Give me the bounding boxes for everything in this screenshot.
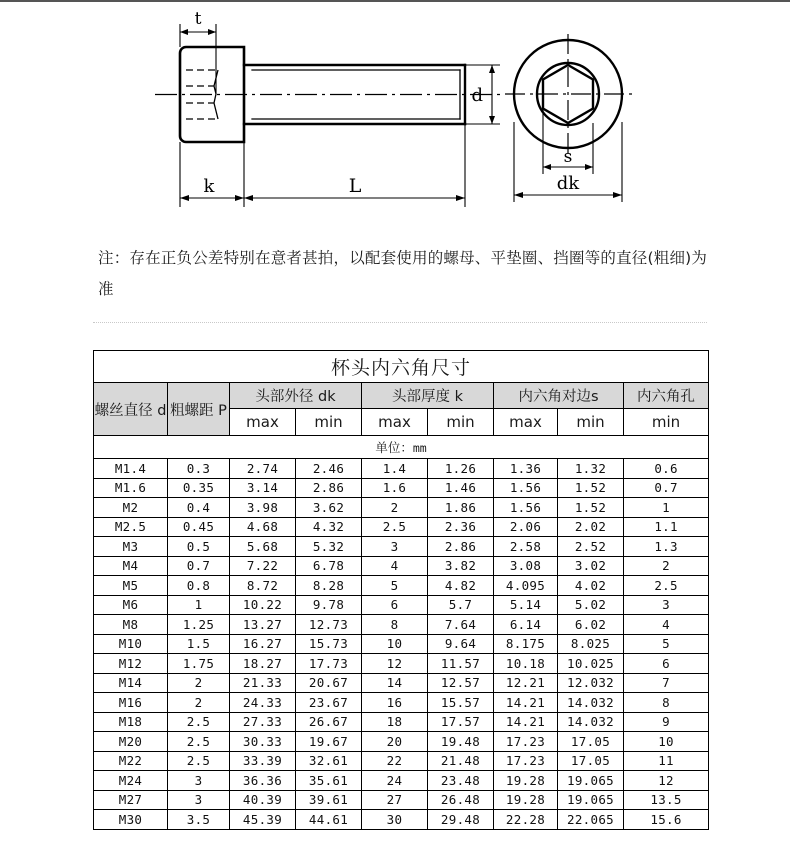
cell-k-min: 15.57 bbox=[428, 693, 494, 713]
cell-hex-hole-min: 6 bbox=[624, 654, 709, 674]
cell-dk-max: 3.98 bbox=[230, 498, 296, 518]
table-row bbox=[94, 537, 709, 557]
header-group-row bbox=[94, 383, 709, 409]
section-divider bbox=[93, 322, 707, 323]
cell-s-min: 2.52 bbox=[558, 537, 624, 557]
table-row bbox=[94, 771, 709, 791]
cell-hex-hole-min: 3 bbox=[624, 595, 709, 615]
cell-k-max: 24 bbox=[362, 771, 428, 791]
technical-drawing bbox=[0, 2, 790, 230]
cell-s-max: 22.28 bbox=[494, 810, 558, 830]
cell-screw-diameter: M30 bbox=[94, 810, 168, 830]
cell-k-max: 6 bbox=[362, 595, 428, 615]
cell-dk-min: 39.61 bbox=[296, 790, 362, 810]
cell-hex-hole-min: 12 bbox=[624, 771, 709, 791]
cell-coarse-pitch: 1.25 bbox=[168, 615, 230, 635]
dim-label-L: L bbox=[348, 175, 362, 197]
subheader-hole-min: min bbox=[624, 409, 709, 436]
cell-s-max: 1.56 bbox=[494, 478, 558, 498]
cell-coarse-pitch: 1.5 bbox=[168, 634, 230, 654]
cell-k-max: 2 bbox=[362, 498, 428, 518]
cell-s-min: 1.52 bbox=[558, 478, 624, 498]
subheader-dk-max: max bbox=[230, 409, 296, 436]
unit-label: 单位： bbox=[375, 440, 413, 455]
cell-dk-max: 18.27 bbox=[230, 654, 296, 674]
subheader-s-max: max bbox=[494, 409, 558, 436]
cell-dk-max: 13.27 bbox=[230, 615, 296, 635]
unit-cell bbox=[94, 436, 709, 459]
cell-k-max: 4 bbox=[362, 556, 428, 576]
unit-row bbox=[94, 436, 709, 459]
cell-dk-max: 5.68 bbox=[230, 537, 296, 557]
cell-dk-max: 10.22 bbox=[230, 595, 296, 615]
table-row bbox=[94, 517, 709, 537]
cell-s-min: 12.032 bbox=[558, 673, 624, 693]
cell-s-min: 4.02 bbox=[558, 576, 624, 596]
cell-screw-diameter: M12 bbox=[94, 654, 168, 674]
table-row bbox=[94, 751, 709, 771]
dim-label-dk: dk bbox=[556, 173, 580, 194]
cell-coarse-pitch: 0.3 bbox=[168, 459, 230, 479]
cell-dk-min: 35.61 bbox=[296, 771, 362, 791]
cell-s-max: 17.23 bbox=[494, 732, 558, 752]
dim-label-k: k bbox=[203, 176, 215, 197]
cell-dk-max: 8.72 bbox=[230, 576, 296, 596]
cell-coarse-pitch: 0.8 bbox=[168, 576, 230, 596]
table-row bbox=[94, 712, 709, 732]
cell-coarse-pitch: 0.5 bbox=[168, 537, 230, 557]
cell-dk-min: 9.78 bbox=[296, 595, 362, 615]
cell-k-min: 11.57 bbox=[428, 654, 494, 674]
cell-dk-max: 33.39 bbox=[230, 751, 296, 771]
table-title-row bbox=[94, 351, 709, 383]
cell-s-max: 2.06 bbox=[494, 517, 558, 537]
column-header-head-thickness: 头部厚度 k bbox=[362, 383, 494, 409]
cell-coarse-pitch: 0.45 bbox=[168, 517, 230, 537]
cell-hex-hole-min: 7 bbox=[624, 673, 709, 693]
cell-dk-min: 19.67 bbox=[296, 732, 362, 752]
cell-k-min: 7.64 bbox=[428, 615, 494, 635]
subheader-s-min: min bbox=[558, 409, 624, 436]
cell-dk-min: 5.32 bbox=[296, 537, 362, 557]
cell-dk-min: 20.67 bbox=[296, 673, 362, 693]
cell-k-min: 17.57 bbox=[428, 712, 494, 732]
cell-hex-hole-min: 0.7 bbox=[624, 478, 709, 498]
cell-screw-diameter: M1.6 bbox=[94, 478, 168, 498]
cell-dk-min: 12.73 bbox=[296, 615, 362, 635]
table-row bbox=[94, 790, 709, 810]
cell-k-min: 2.86 bbox=[428, 537, 494, 557]
cell-s-max: 17.23 bbox=[494, 751, 558, 771]
cell-s-min: 2.02 bbox=[558, 517, 624, 537]
cell-hex-hole-min: 1.3 bbox=[624, 537, 709, 557]
cell-s-min: 1.32 bbox=[558, 459, 624, 479]
cell-hex-hole-min: 1 bbox=[624, 498, 709, 518]
cell-dk-max: 36.36 bbox=[230, 771, 296, 791]
cell-s-max: 1.36 bbox=[494, 459, 558, 479]
cell-coarse-pitch: 3 bbox=[168, 790, 230, 810]
cell-hex-hole-min: 10 bbox=[624, 732, 709, 752]
cell-s-min: 14.032 bbox=[558, 712, 624, 732]
cell-k-max: 12 bbox=[362, 654, 428, 674]
cell-screw-diameter: M22 bbox=[94, 751, 168, 771]
cell-k-min: 4.82 bbox=[428, 576, 494, 596]
cell-s-max: 4.095 bbox=[494, 576, 558, 596]
table-row bbox=[94, 576, 709, 596]
cell-k-max: 20 bbox=[362, 732, 428, 752]
column-header-hex-hole: 内六角孔 bbox=[624, 383, 709, 409]
cell-dk-min: 2.86 bbox=[296, 478, 362, 498]
table-row bbox=[94, 673, 709, 693]
cell-k-min: 1.46 bbox=[428, 478, 494, 498]
cell-k-max: 8 bbox=[362, 615, 428, 635]
cell-hex-hole-min: 9 bbox=[624, 712, 709, 732]
cell-k-min: 29.48 bbox=[428, 810, 494, 830]
cell-coarse-pitch: 3.5 bbox=[168, 810, 230, 830]
cell-s-min: 19.065 bbox=[558, 771, 624, 791]
cell-dk-max: 27.33 bbox=[230, 712, 296, 732]
cell-dk-min: 2.46 bbox=[296, 459, 362, 479]
cell-hex-hole-min: 2 bbox=[624, 556, 709, 576]
cell-k-max: 5 bbox=[362, 576, 428, 596]
cell-hex-hole-min: 11 bbox=[624, 751, 709, 771]
table-row bbox=[94, 478, 709, 498]
cell-screw-diameter: M2.5 bbox=[94, 517, 168, 537]
cell-dk-min: 32.61 bbox=[296, 751, 362, 771]
table-title: 杯头内六角尺寸 bbox=[94, 351, 709, 383]
cell-coarse-pitch: 3 bbox=[168, 771, 230, 791]
cell-k-min: 1.86 bbox=[428, 498, 494, 518]
cell-k-max: 14 bbox=[362, 673, 428, 693]
cell-coarse-pitch: 2.5 bbox=[168, 751, 230, 771]
cell-s-min: 22.065 bbox=[558, 810, 624, 830]
column-header-head-diameter: 头部外径 dk bbox=[230, 383, 362, 409]
cell-coarse-pitch: 0.35 bbox=[168, 478, 230, 498]
cell-dk-min: 6.78 bbox=[296, 556, 362, 576]
cell-k-min: 9.64 bbox=[428, 634, 494, 654]
table-row bbox=[94, 459, 709, 479]
cell-k-max: 30 bbox=[362, 810, 428, 830]
subheader-k-min: min bbox=[428, 409, 494, 436]
cell-coarse-pitch: 2.5 bbox=[168, 732, 230, 752]
table-row bbox=[94, 498, 709, 518]
cell-dk-min: 4.32 bbox=[296, 517, 362, 537]
cell-k-min: 3.82 bbox=[428, 556, 494, 576]
cell-k-min: 2.36 bbox=[428, 517, 494, 537]
cell-s-max: 8.175 bbox=[494, 634, 558, 654]
cell-coarse-pitch: 2 bbox=[168, 693, 230, 713]
table-head bbox=[94, 351, 709, 459]
cell-coarse-pitch: 0.7 bbox=[168, 556, 230, 576]
cell-dk-max: 7.22 bbox=[230, 556, 296, 576]
cell-screw-diameter: M10 bbox=[94, 634, 168, 654]
cell-k-max: 16 bbox=[362, 693, 428, 713]
socket-head-dimensions-table bbox=[93, 350, 709, 830]
cell-screw-diameter: M5 bbox=[94, 576, 168, 596]
cell-hex-hole-min: 1.1 bbox=[624, 517, 709, 537]
cell-dk-min: 23.67 bbox=[296, 693, 362, 713]
cell-s-min: 17.05 bbox=[558, 751, 624, 771]
cell-s-max: 14.21 bbox=[494, 712, 558, 732]
cell-screw-diameter: M1.4 bbox=[94, 459, 168, 479]
cell-s-min: 5.02 bbox=[558, 595, 624, 615]
subheader-k-max: max bbox=[362, 409, 428, 436]
cell-dk-min: 15.73 bbox=[296, 634, 362, 654]
cell-hex-hole-min: 5 bbox=[624, 634, 709, 654]
subheader-dk-min: min bbox=[296, 409, 362, 436]
cell-k-max: 2.5 bbox=[362, 517, 428, 537]
cell-dk-max: 3.14 bbox=[230, 478, 296, 498]
cell-screw-diameter: M14 bbox=[94, 673, 168, 693]
cell-k-max: 1.4 bbox=[362, 459, 428, 479]
cell-coarse-pitch: 1.75 bbox=[168, 654, 230, 674]
cell-hex-hole-min: 4 bbox=[624, 615, 709, 635]
cell-k-max: 1.6 bbox=[362, 478, 428, 498]
cell-hex-hole-min: 2.5 bbox=[624, 576, 709, 596]
cell-s-min: 17.05 bbox=[558, 732, 624, 752]
table-row bbox=[94, 732, 709, 752]
cell-screw-diameter: M8 bbox=[94, 615, 168, 635]
cell-s-max: 10.18 bbox=[494, 654, 558, 674]
cell-k-max: 27 bbox=[362, 790, 428, 810]
cell-s-min: 10.025 bbox=[558, 654, 624, 674]
table-row bbox=[94, 654, 709, 674]
cell-screw-diameter: M3 bbox=[94, 537, 168, 557]
cell-k-min: 12.57 bbox=[428, 673, 494, 693]
cell-dk-max: 16.27 bbox=[230, 634, 296, 654]
header-symbol-p: P bbox=[218, 402, 227, 419]
cell-coarse-pitch: 1 bbox=[168, 595, 230, 615]
cell-dk-max: 30.33 bbox=[230, 732, 296, 752]
cell-s-max: 2.58 bbox=[494, 537, 558, 557]
cell-s-max: 3.08 bbox=[494, 556, 558, 576]
cell-k-min: 23.48 bbox=[428, 771, 494, 791]
cell-s-min: 19.065 bbox=[558, 790, 624, 810]
cell-s-max: 6.14 bbox=[494, 615, 558, 635]
cell-coarse-pitch: 2.5 bbox=[168, 712, 230, 732]
cell-s-max: 14.21 bbox=[494, 693, 558, 713]
cell-hex-hole-min: 13.5 bbox=[624, 790, 709, 810]
cell-k-max: 18 bbox=[362, 712, 428, 732]
cell-dk-min: 44.61 bbox=[296, 810, 362, 830]
table-body bbox=[94, 459, 709, 830]
cell-k-min: 5.7 bbox=[428, 595, 494, 615]
cell-screw-diameter: M4 bbox=[94, 556, 168, 576]
table-row bbox=[94, 634, 709, 654]
dim-label-d: d bbox=[471, 85, 483, 106]
cell-dk-max: 45.39 bbox=[230, 810, 296, 830]
cell-s-min: 3.02 bbox=[558, 556, 624, 576]
dim-label-s: s bbox=[563, 147, 573, 167]
unit-value: mm bbox=[412, 441, 427, 455]
cell-screw-diameter: M27 bbox=[94, 790, 168, 810]
cell-coarse-pitch: 2 bbox=[168, 673, 230, 693]
cell-dk-max: 24.33 bbox=[230, 693, 296, 713]
cell-coarse-pitch: 0.4 bbox=[168, 498, 230, 518]
header-label-screw-diameter: 螺丝直径 bbox=[94, 402, 153, 419]
column-header-coarse-pitch bbox=[168, 383, 230, 436]
cell-k-min: 19.48 bbox=[428, 732, 494, 752]
cell-k-min: 21.48 bbox=[428, 751, 494, 771]
dim-label-t: t bbox=[194, 9, 202, 29]
spec-table-container bbox=[93, 350, 698, 830]
cell-k-max: 22 bbox=[362, 751, 428, 771]
column-header-hex-across-flats: 内六角对边s bbox=[494, 383, 624, 409]
cell-screw-diameter: M24 bbox=[94, 771, 168, 791]
cell-screw-diameter: M20 bbox=[94, 732, 168, 752]
cell-dk-max: 2.74 bbox=[230, 459, 296, 479]
cell-k-max: 10 bbox=[362, 634, 428, 654]
cell-s-min: 1.52 bbox=[558, 498, 624, 518]
cell-screw-diameter: M16 bbox=[94, 693, 168, 713]
table-row bbox=[94, 615, 709, 635]
table-row bbox=[94, 595, 709, 615]
cell-s-min: 14.032 bbox=[558, 693, 624, 713]
cell-screw-diameter: M2 bbox=[94, 498, 168, 518]
cell-s-min: 8.025 bbox=[558, 634, 624, 654]
cell-dk-min: 26.67 bbox=[296, 712, 362, 732]
cell-k-min: 26.48 bbox=[428, 790, 494, 810]
cell-hex-hole-min: 8 bbox=[624, 693, 709, 713]
cell-dk-max: 4.68 bbox=[230, 517, 296, 537]
cell-s-max: 5.14 bbox=[494, 595, 558, 615]
cell-hex-hole-min: 0.6 bbox=[624, 459, 709, 479]
cell-s-max: 1.56 bbox=[494, 498, 558, 518]
cell-hex-hole-min: 15.6 bbox=[624, 810, 709, 830]
cell-screw-diameter: M6 bbox=[94, 595, 168, 615]
cell-dk-max: 21.33 bbox=[230, 673, 296, 693]
table-row bbox=[94, 556, 709, 576]
cell-k-min: 1.26 bbox=[428, 459, 494, 479]
cell-dk-min: 17.73 bbox=[296, 654, 362, 674]
table-row bbox=[94, 693, 709, 713]
cell-s-min: 6.02 bbox=[558, 615, 624, 635]
column-header-screw-diameter bbox=[94, 383, 168, 436]
cell-dk-min: 3.62 bbox=[296, 498, 362, 518]
tolerance-note: 注：存在正负公差特别在意者甚拍，以配套使用的螺母、平垫圈、挡圈等的直径(粗细)为准 bbox=[98, 249, 708, 298]
table-row bbox=[94, 810, 709, 830]
header-label-coarse-pitch: 粗螺距 bbox=[170, 402, 214, 419]
cell-s-max: 19.28 bbox=[494, 771, 558, 791]
cell-dk-min: 8.28 bbox=[296, 576, 362, 596]
header-symbol-d: d bbox=[157, 402, 167, 419]
cell-s-max: 12.21 bbox=[494, 673, 558, 693]
cell-dk-max: 40.39 bbox=[230, 790, 296, 810]
cell-k-max: 3 bbox=[362, 537, 428, 557]
cell-screw-diameter: M18 bbox=[94, 712, 168, 732]
cell-s-max: 19.28 bbox=[494, 790, 558, 810]
